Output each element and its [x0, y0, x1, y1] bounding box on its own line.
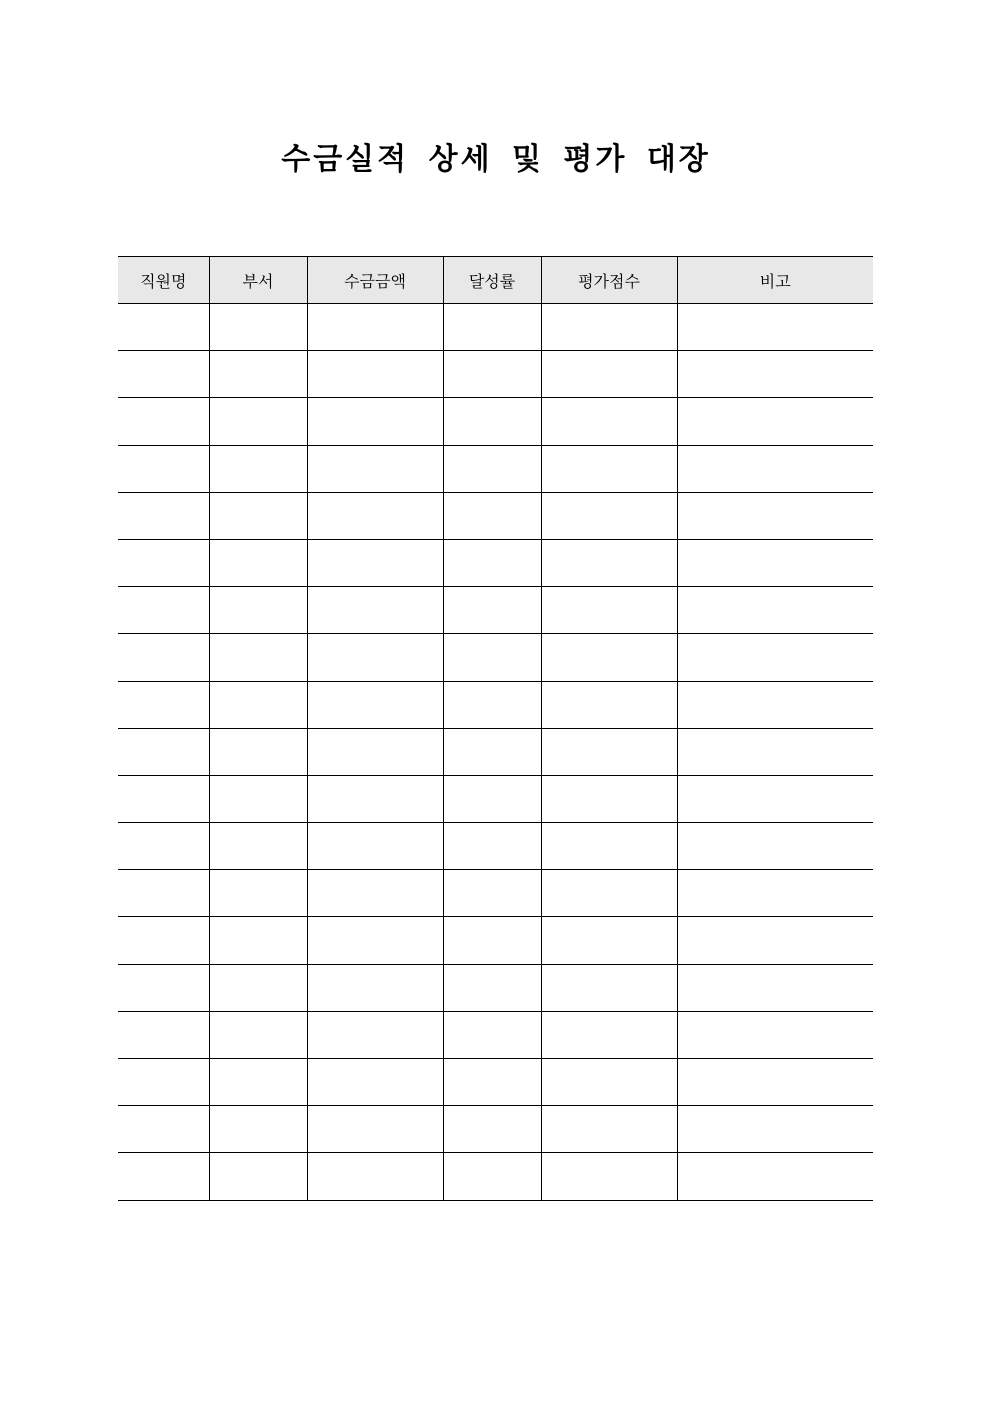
- cell-collection-amount[interactable]: [307, 964, 443, 1011]
- table-row: [118, 398, 873, 445]
- table-row: [118, 1153, 873, 1200]
- table-row: [118, 917, 873, 964]
- cell-collection-amount[interactable]: [307, 587, 443, 634]
- table-row: [118, 681, 873, 728]
- table-row: [118, 492, 873, 539]
- header-remarks: 비고: [677, 257, 873, 304]
- cell-department[interactable]: [209, 823, 307, 870]
- cell-department[interactable]: [209, 1011, 307, 1058]
- header-achievement-rate: 달성률: [443, 257, 541, 304]
- cell-evaluation-score[interactable]: [541, 398, 677, 445]
- cell-remarks[interactable]: [677, 1011, 873, 1058]
- cell-collection-amount[interactable]: [307, 775, 443, 822]
- cell-remarks[interactable]: [677, 917, 873, 964]
- cell-achievement-rate[interactable]: [443, 681, 541, 728]
- cell-achievement-rate[interactable]: [443, 539, 541, 586]
- cell-evaluation-score[interactable]: [541, 964, 677, 1011]
- cell-employee-name[interactable]: [118, 398, 209, 445]
- table-row: [118, 304, 873, 351]
- cell-department[interactable]: [209, 445, 307, 492]
- cell-employee-name[interactable]: [118, 634, 209, 681]
- cell-achievement-rate[interactable]: [443, 304, 541, 351]
- cell-department[interactable]: [209, 870, 307, 917]
- cell-evaluation-score[interactable]: [541, 445, 677, 492]
- cell-department[interactable]: [209, 1106, 307, 1153]
- header-department: 부서: [209, 257, 307, 304]
- cell-achievement-rate[interactable]: [443, 775, 541, 822]
- cell-department[interactable]: [209, 398, 307, 445]
- table-header-row: [118, 257, 873, 304]
- cell-collection-amount[interactable]: [307, 398, 443, 445]
- cell-department[interactable]: [209, 728, 307, 775]
- cell-evaluation-score[interactable]: [541, 775, 677, 822]
- cell-employee-name[interactable]: [118, 681, 209, 728]
- header-employee-name: 직원명: [118, 257, 209, 304]
- cell-remarks[interactable]: [677, 539, 873, 586]
- cell-evaluation-score[interactable]: [541, 1011, 677, 1058]
- cell-remarks[interactable]: [677, 492, 873, 539]
- cell-department[interactable]: [209, 917, 307, 964]
- cell-department[interactable]: [209, 681, 307, 728]
- cell-achievement-rate[interactable]: [443, 351, 541, 398]
- header-evaluation-score: 평가점수: [541, 257, 677, 304]
- cell-achievement-rate[interactable]: [443, 492, 541, 539]
- cell-department[interactable]: [209, 1059, 307, 1106]
- cell-remarks[interactable]: [677, 728, 873, 775]
- cell-department[interactable]: [209, 539, 307, 586]
- cell-collection-amount[interactable]: [307, 445, 443, 492]
- table-row: [118, 728, 873, 775]
- cell-remarks[interactable]: [677, 445, 873, 492]
- table-row: [118, 1059, 873, 1106]
- table-row: [118, 1106, 873, 1153]
- cell-employee-name[interactable]: [118, 870, 209, 917]
- table-row: [118, 870, 873, 917]
- table-row: [118, 775, 873, 822]
- cell-department[interactable]: [209, 587, 307, 634]
- cell-evaluation-score[interactable]: [541, 634, 677, 681]
- cell-remarks[interactable]: [677, 823, 873, 870]
- cell-evaluation-score[interactable]: [541, 823, 677, 870]
- cell-achievement-rate[interactable]: [443, 445, 541, 492]
- cell-employee-name[interactable]: [118, 1059, 209, 1106]
- cell-collection-amount[interactable]: [307, 351, 443, 398]
- cell-remarks[interactable]: [677, 870, 873, 917]
- cell-department[interactable]: [209, 634, 307, 681]
- cell-achievement-rate[interactable]: [443, 964, 541, 1011]
- cell-employee-name[interactable]: [118, 728, 209, 775]
- cell-remarks[interactable]: [677, 1059, 873, 1106]
- cell-collection-amount[interactable]: [307, 1153, 443, 1200]
- cell-remarks[interactable]: [677, 304, 873, 351]
- table-row: [118, 964, 873, 1011]
- cell-employee-name[interactable]: [118, 304, 209, 351]
- cell-department[interactable]: [209, 492, 307, 539]
- cell-collection-amount[interactable]: [307, 870, 443, 917]
- cell-evaluation-score[interactable]: [541, 870, 677, 917]
- table-row: [118, 539, 873, 586]
- cell-department[interactable]: [209, 964, 307, 1011]
- cell-employee-name[interactable]: [118, 823, 209, 870]
- cell-collection-amount[interactable]: [307, 539, 443, 586]
- cell-employee-name[interactable]: [118, 587, 209, 634]
- cell-remarks[interactable]: [677, 964, 873, 1011]
- cell-evaluation-score[interactable]: [541, 917, 677, 964]
- document-title: 수금실적 상세 및 평가 대장: [281, 142, 711, 177]
- cell-achievement-rate[interactable]: [443, 1059, 541, 1106]
- cell-collection-amount[interactable]: [307, 728, 443, 775]
- cell-achievement-rate[interactable]: [443, 634, 541, 681]
- cell-remarks[interactable]: [677, 681, 873, 728]
- cell-employee-name[interactable]: [118, 964, 209, 1011]
- cell-collection-amount[interactable]: [307, 304, 443, 351]
- cell-evaluation-score[interactable]: [541, 539, 677, 586]
- table-row: [118, 445, 873, 492]
- cell-evaluation-score[interactable]: [541, 351, 677, 398]
- cell-collection-amount[interactable]: [307, 917, 443, 964]
- table-row: [118, 823, 873, 870]
- cell-employee-name[interactable]: [118, 1011, 209, 1058]
- cell-evaluation-score[interactable]: [541, 1153, 677, 1200]
- cell-evaluation-score[interactable]: [541, 728, 677, 775]
- table-row: [118, 587, 873, 634]
- cell-achievement-rate[interactable]: [443, 587, 541, 634]
- cell-evaluation-score[interactable]: [541, 587, 677, 634]
- cell-collection-amount[interactable]: [307, 681, 443, 728]
- header-collection-amount: 수금금액: [307, 257, 443, 304]
- table-body: [118, 304, 873, 1201]
- cell-employee-name[interactable]: [118, 917, 209, 964]
- cell-achievement-rate[interactable]: [443, 823, 541, 870]
- cell-achievement-rate[interactable]: [443, 917, 541, 964]
- collection-performance-table: [118, 256, 873, 1201]
- cell-department[interactable]: [209, 351, 307, 398]
- cell-department[interactable]: [209, 304, 307, 351]
- cell-employee-name[interactable]: [118, 492, 209, 539]
- cell-remarks[interactable]: [677, 1106, 873, 1153]
- cell-remarks[interactable]: [677, 398, 873, 445]
- cell-achievement-rate[interactable]: [443, 728, 541, 775]
- cell-employee-name[interactable]: [118, 775, 209, 822]
- cell-department[interactable]: [209, 1153, 307, 1200]
- cell-employee-name[interactable]: [118, 351, 209, 398]
- cell-remarks[interactable]: [677, 634, 873, 681]
- cell-evaluation-score[interactable]: [541, 1059, 677, 1106]
- cell-collection-amount[interactable]: [307, 1011, 443, 1058]
- cell-collection-amount[interactable]: [307, 1059, 443, 1106]
- cell-remarks[interactable]: [677, 775, 873, 822]
- cell-evaluation-score[interactable]: [541, 492, 677, 539]
- cell-remarks[interactable]: [677, 1153, 873, 1200]
- cell-collection-amount[interactable]: [307, 823, 443, 870]
- cell-collection-amount[interactable]: [307, 1106, 443, 1153]
- cell-employee-name[interactable]: [118, 445, 209, 492]
- table-row: [118, 634, 873, 681]
- cell-collection-amount[interactable]: [307, 634, 443, 681]
- cell-achievement-rate[interactable]: [443, 398, 541, 445]
- table-row: [118, 1011, 873, 1058]
- cell-achievement-rate[interactable]: [443, 1153, 541, 1200]
- cell-remarks[interactable]: [677, 351, 873, 398]
- cell-achievement-rate[interactable]: [443, 870, 541, 917]
- table-row: [118, 351, 873, 398]
- cell-employee-name[interactable]: [118, 1153, 209, 1200]
- cell-remarks[interactable]: [677, 587, 873, 634]
- cell-collection-amount[interactable]: [307, 492, 443, 539]
- cell-evaluation-score[interactable]: [541, 1106, 677, 1153]
- cell-evaluation-score[interactable]: [541, 681, 677, 728]
- cell-employee-name[interactable]: [118, 1106, 209, 1153]
- cell-achievement-rate[interactable]: [443, 1106, 541, 1153]
- cell-employee-name[interactable]: [118, 539, 209, 586]
- cell-achievement-rate[interactable]: [443, 1011, 541, 1058]
- cell-evaluation-score[interactable]: [541, 304, 677, 351]
- cell-department[interactable]: [209, 775, 307, 822]
